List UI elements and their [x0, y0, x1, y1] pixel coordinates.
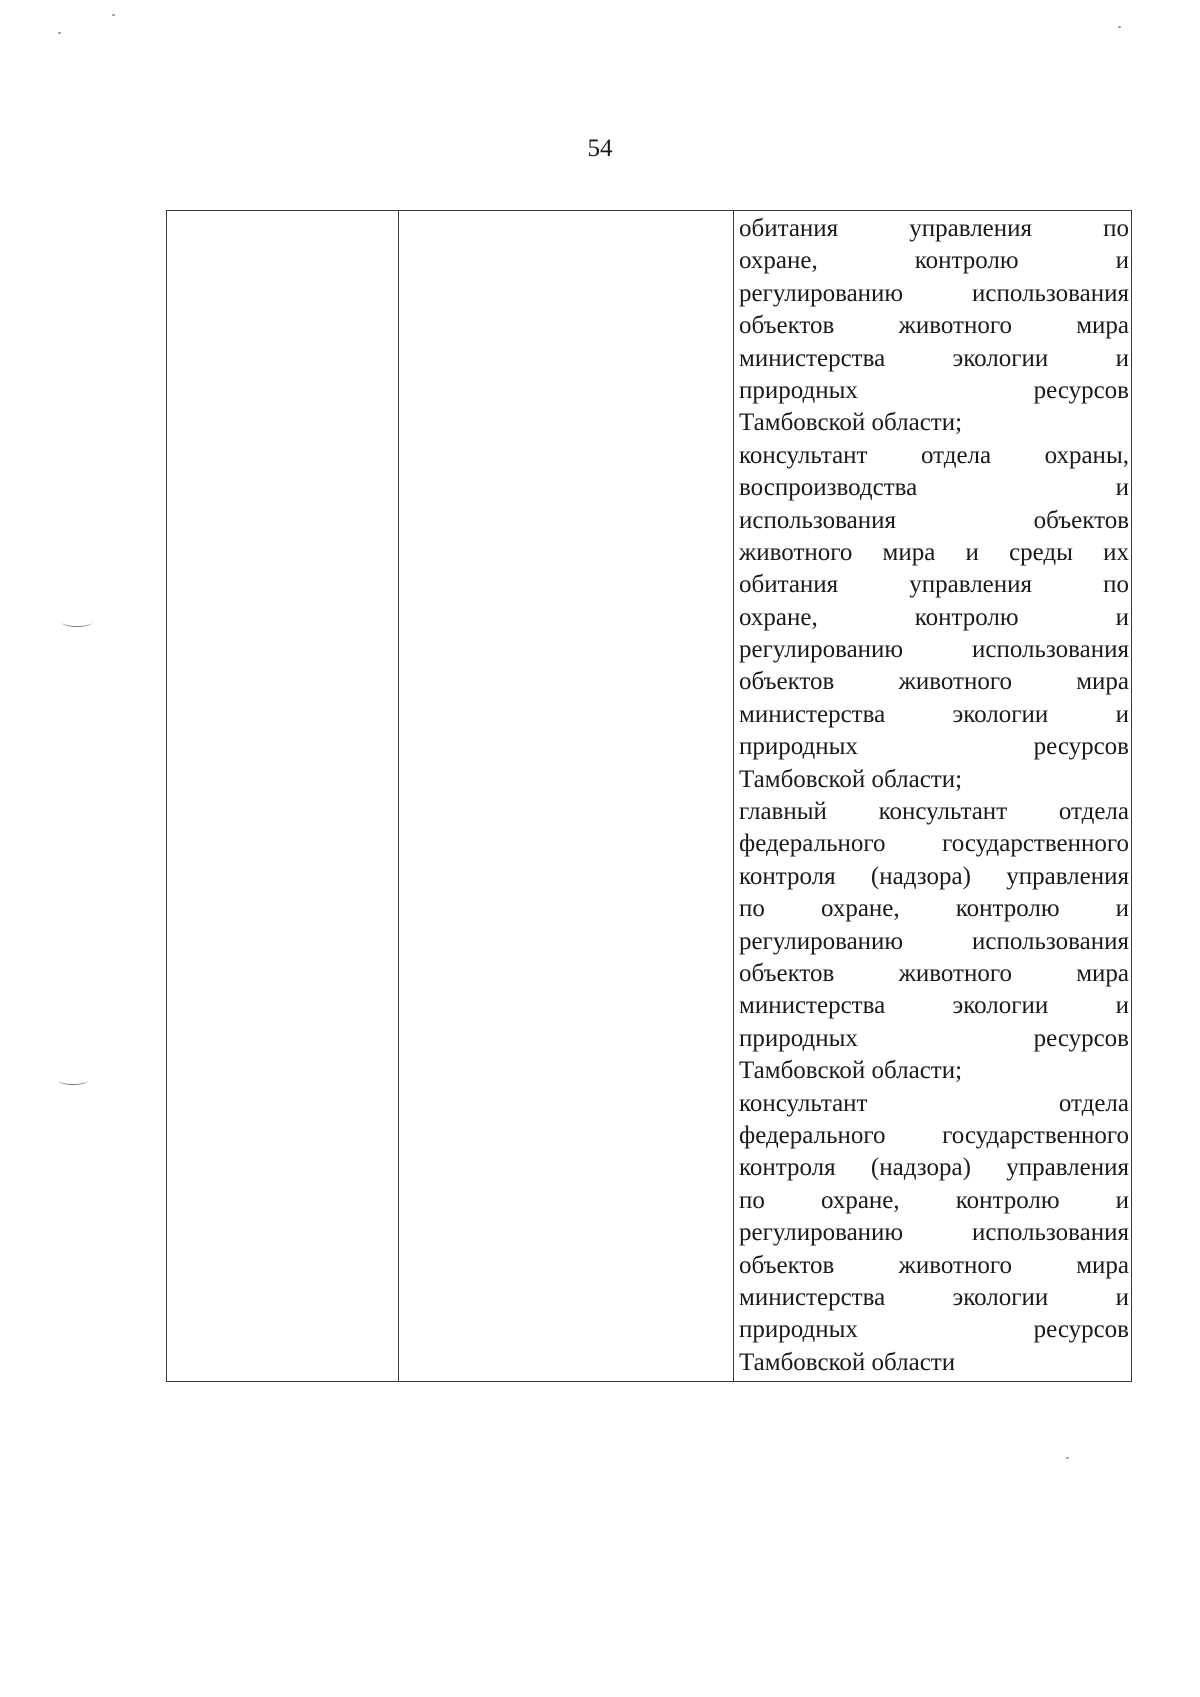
text-line: министерства экологии и — [739, 700, 1129, 728]
text-line: по охране, контролю и — [739, 895, 1129, 923]
text-line: объектов животного мира — [739, 668, 1129, 696]
text-line: объектов животного мира — [739, 312, 1129, 340]
scan-mark — [58, 1076, 88, 1085]
page-number: 54 — [587, 135, 613, 162]
text-line: главный консультант отдела — [739, 798, 1129, 826]
text-line: консультант отдела — [739, 1089, 1129, 1117]
text-line: объектов животного мира — [739, 959, 1129, 987]
text-line: использования объектов — [739, 506, 1129, 534]
text-line: Тамбовской области; — [739, 1057, 963, 1085]
scan-dust — [1118, 26, 1121, 28]
text-line: обитания управления по — [739, 215, 1129, 242]
text-line: регулированию использования — [739, 636, 1129, 664]
text-line: консультант отдела охраны, — [739, 441, 1129, 469]
text-line: охране, контролю и — [739, 603, 1129, 631]
text-line: обитания управления по — [739, 571, 1129, 599]
cell-text-col3 — [734, 211, 1131, 1379]
scan-dust — [112, 14, 115, 16]
table-cell-col3 — [734, 211, 1132, 1382]
text-line: федерального государственного — [739, 830, 1129, 858]
text-line: регулированию использования — [739, 279, 1129, 307]
text-line: министерства экологии и — [739, 992, 1129, 1020]
scan-mark — [62, 618, 92, 627]
text-line: Тамбовской области; — [739, 409, 963, 437]
document-table — [166, 210, 1132, 1382]
text-line: Тамбовской области; — [739, 765, 963, 793]
text-line: воспроизводства и — [739, 474, 1129, 502]
text-line: министерства экологии и — [739, 1283, 1129, 1311]
table-cell-col2 — [399, 211, 734, 1382]
cell-text-col2 — [399, 211, 733, 213]
scan-dust — [1066, 1457, 1069, 1459]
text-line: Тамбовской области — [739, 1348, 956, 1376]
text-line: животного мира и среды их — [739, 538, 1129, 566]
text-line: по охране, контролю и — [739, 1186, 1129, 1214]
text-line: природных ресурсов — [739, 1024, 1129, 1052]
table-row — [167, 211, 1132, 1382]
text-line: природных ресурсов — [739, 1316, 1129, 1344]
scan-dust — [58, 32, 61, 34]
text-line: регулированию использования — [739, 1219, 1129, 1247]
text-line: федерального государственного — [739, 1121, 1129, 1149]
cell-text-col1 — [167, 211, 398, 213]
text-line: природных ресурсов — [739, 376, 1129, 404]
text-line: охране, контролю и — [739, 247, 1129, 275]
text-line: регулированию использования — [739, 927, 1129, 955]
text-line: контроля (надзора) управления — [739, 862, 1129, 890]
text-line: природных ресурсов — [739, 733, 1129, 761]
text-line: министерства экологии и — [739, 344, 1129, 372]
table-cell-col1 — [167, 211, 399, 1382]
text-line: контроля (надзора) управления — [739, 1154, 1129, 1182]
text-line: объектов животного мира — [739, 1251, 1129, 1279]
